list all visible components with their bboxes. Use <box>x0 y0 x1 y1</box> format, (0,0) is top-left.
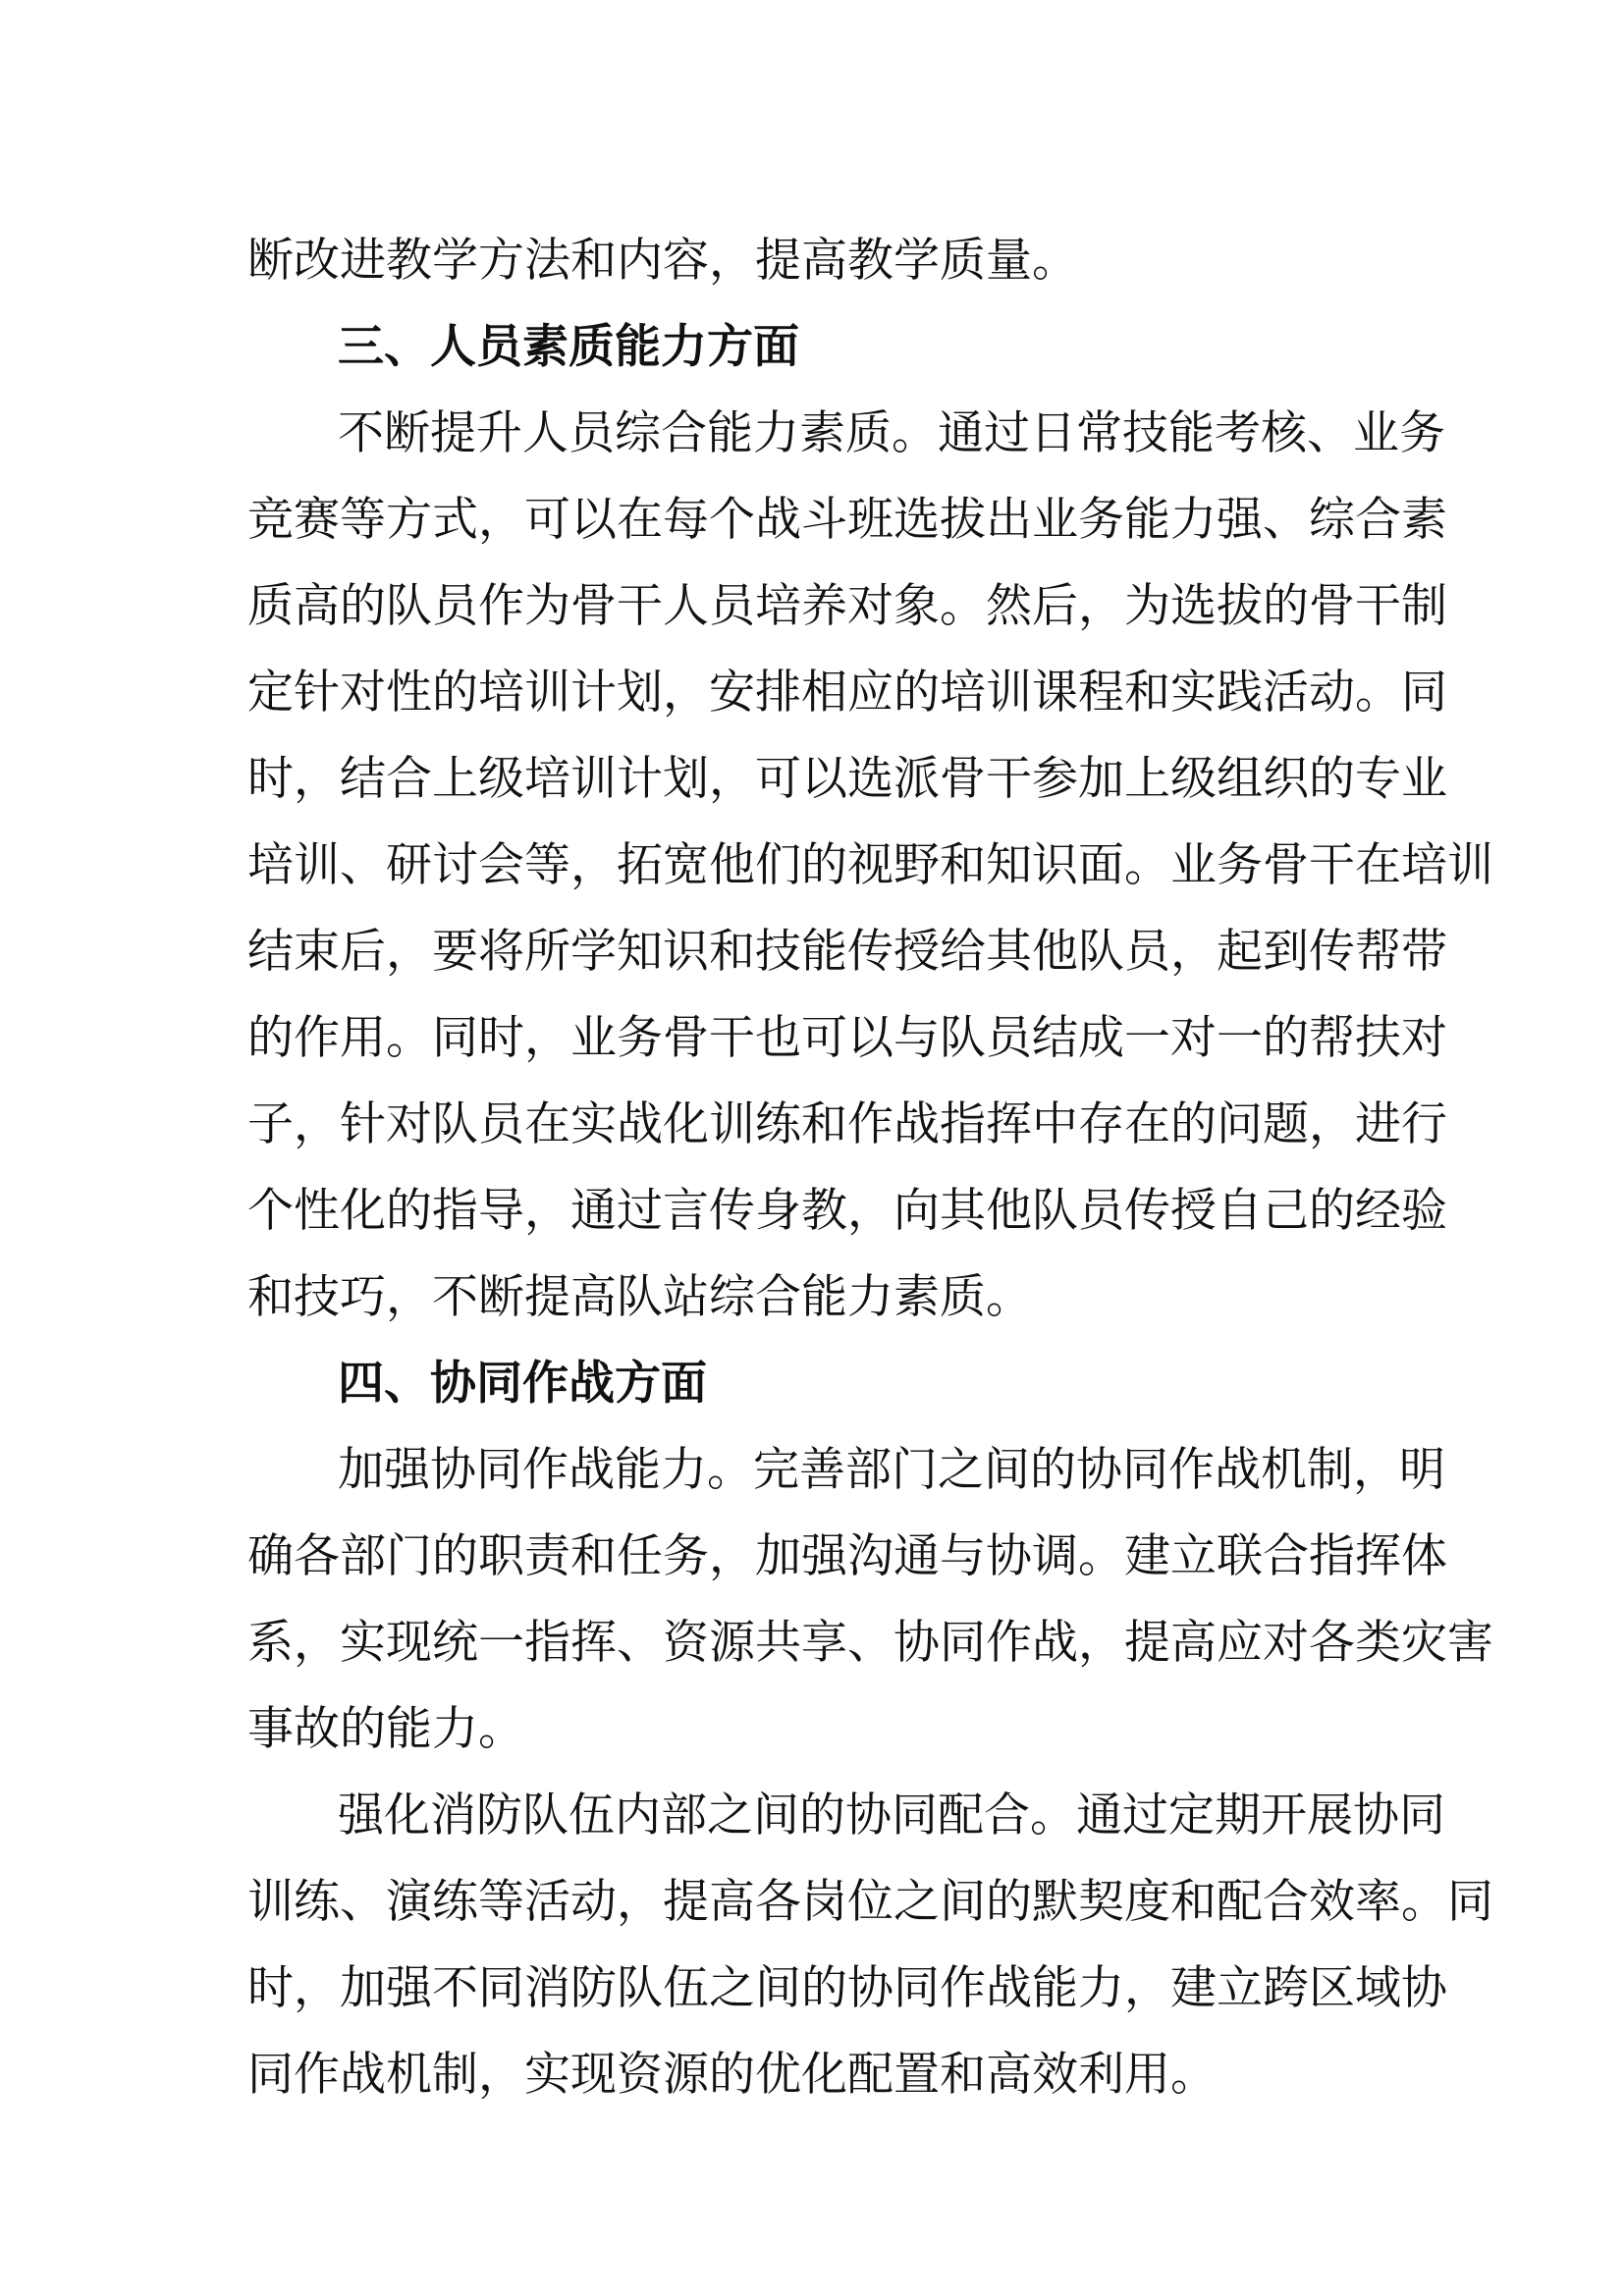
paragraph-line: 的作用。同时，业务骨干也可以与队员结成一对一的帮扶对 <box>247 1011 1447 1065</box>
paragraph-line: 不断提升人员综合能力素质。通过日常技能考核、业务 <box>338 406 1445 460</box>
section-heading-3: 三、人员素质能力方面 <box>338 320 799 374</box>
paragraph-line: 质高的队员作为骨干人员培养对象。然后，为选拔的骨干制 <box>247 579 1447 633</box>
paragraph-line: 事故的能力。 <box>247 1702 524 1756</box>
paragraph-line: 断改进教学方法和内容，提高教学质量。 <box>247 234 1078 288</box>
paragraph-line: 时，加强不同消防队伍之间的协同作战能力，建立跨区域协 <box>247 1961 1447 2015</box>
paragraph-line: 确各部门的职责和任务，加强沟通与协调。建立联合指挥体 <box>247 1529 1447 1583</box>
paragraph-line: 子，针对队员在实战化训练和作战指挥中存在的问题，进行 <box>247 1097 1447 1151</box>
paragraph-line: 时，结合上级培训计划，可以选派骨干参加上级组织的专业 <box>247 752 1447 806</box>
section-heading-4: 四、协同作战方面 <box>338 1357 707 1411</box>
paragraph-line: 竞赛等方式，可以在每个战斗班选拔出业务能力强、综合素 <box>247 493 1447 547</box>
paragraph-line: 培训、研讨会等，拓宽他们的视野和知识面。业务骨干在培训 <box>247 838 1493 892</box>
paragraph-line: 系，实现统一指挥、资源共享、协同作战，提高应对各类灾害 <box>247 1616 1493 1670</box>
paragraph-line: 训练、演练等活动，提高各岗位之间的默契度和配合效率。同 <box>247 1875 1493 1929</box>
paragraph-line: 个性化的指导，通过言传身教，向其他队员传授自己的经验 <box>247 1184 1447 1238</box>
paragraph-line: 加强协同作战能力。完善部门之间的协同作战机制，明 <box>338 1443 1445 1497</box>
paragraph-line: 定针对性的培训计划，安排相应的培训课程和实践活动。同 <box>247 666 1447 720</box>
paragraph-line: 和技巧，不断提高队站综合能力素质。 <box>247 1270 1032 1324</box>
paragraph-line: 同作战机制，实现资源的优化配置和高效利用。 <box>247 2048 1217 2102</box>
paragraph-line: 结束后，要将所学知识和技能传授给其他队员，起到传帮带 <box>247 925 1447 979</box>
paragraph-line: 强化消防队伍内部之间的协同配合。通过定期开展协同 <box>338 1789 1445 1842</box>
